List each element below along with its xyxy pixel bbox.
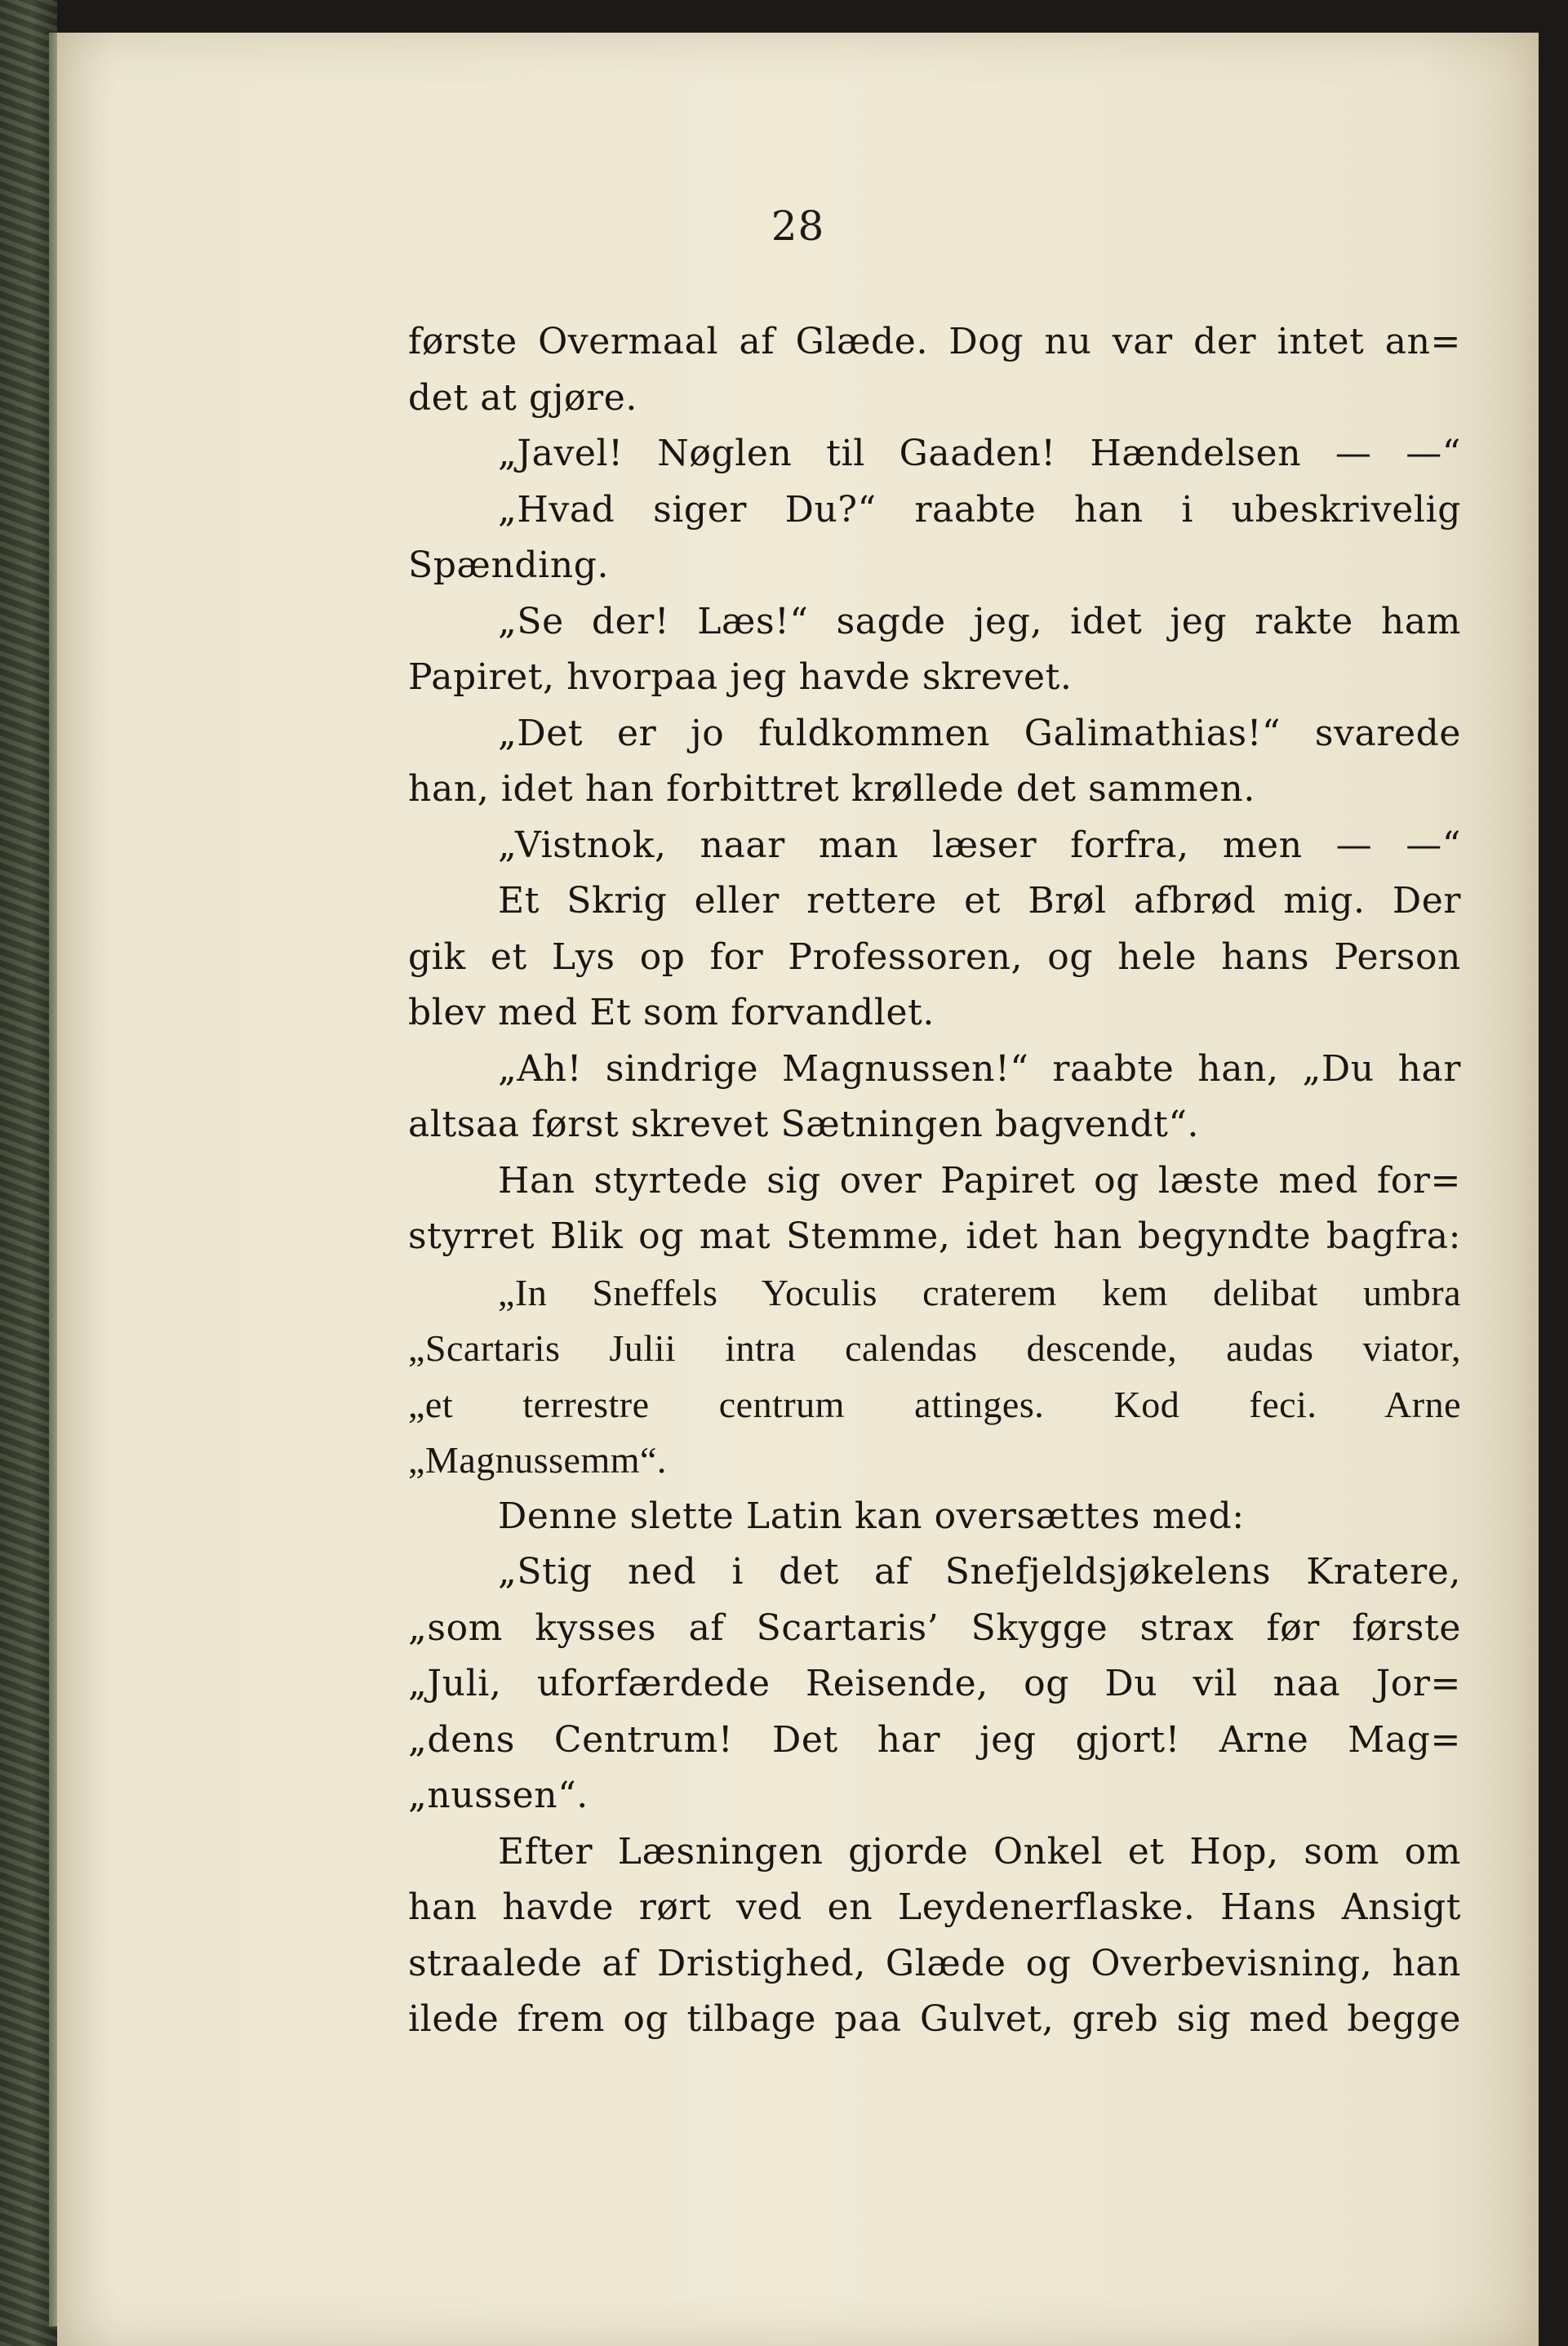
text-line: han, idet han forbittret krøllede det sammen.: [408, 768, 1255, 810]
text-line: Et Skrig eller rettere et Brøl afbrød mig. Der: [498, 880, 1461, 922]
text-line: ilede frem og tilbage paa Gulvet, greb sig med begge: [408, 1998, 1461, 2040]
text-line: „Se der! Læs!“ sagde jeg, idet jeg rakte ham: [498, 600, 1461, 642]
text-line: „Vistnok, naar man læser forfra, men — —“: [498, 824, 1461, 866]
text-line: Spænding.: [408, 544, 610, 586]
text-line: han havde rørt ved en Leydenerflaske. Hans Ansigt: [408, 1886, 1461, 1928]
page-number: 28: [771, 202, 825, 250]
text-line: „dens Centrum! Det har jeg gjort! Arne Mag=: [408, 1718, 1461, 1761]
text-block: [408, 314, 1461, 2048]
text-line: Denne slette Latin kan oversættes med:: [498, 1495, 1245, 1537]
text-line: „In Sneffels Yoculis craterem kem delibat umbra: [498, 1271, 1461, 1313]
text-line: „Scartaris Julii intra calendas descende, audas viator,: [408, 1327, 1461, 1369]
text-line: „Javel! Nøglen til Gaaden! Hændelsen — —“: [498, 433, 1461, 474]
text-line: blev med Et som forvandlet.: [408, 992, 935, 1033]
text-line: „som kysses af Scartaris’ Skygge strax før første: [408, 1606, 1461, 1649]
text-line: „Magnussemm“.: [408, 1439, 667, 1481]
text-line: Han styrtede sig over Papiret og læste med for=: [498, 1159, 1461, 1202]
text-line: „nussen“.: [408, 1775, 589, 1816]
text-line: Efter Læsningen gjorde Onkel et Hop, som om: [498, 1830, 1461, 1873]
text-line: styrret Blik og mat Stemme, idet han begyndte bagfra:: [408, 1215, 1461, 1257]
text-line: „Juli, uforfærdede Reisende, og Du vil naa Jor=: [408, 1663, 1461, 1704]
text-line: „Hvad siger Du?“ raabte han i ubeskrivelig: [498, 488, 1461, 531]
text-line: „Stig ned i det af Snefjeldsjøkelens Kratere,: [498, 1551, 1461, 1593]
text-line: straalede af Dristighed, Glæde og Overbevisning, han: [408, 1942, 1461, 1984]
text-line: altsaa først skrevet Sætningen bagvendt“.: [408, 1104, 1200, 1145]
text-line: „et terrestre centrum attinges. Kod feci. Arne: [408, 1383, 1461, 1425]
text-line: „Det er jo fuldkommen Galimathias!“ svarede: [498, 712, 1461, 754]
book-page: [57, 33, 1539, 2346]
text-line: „Ah! sindrige Magnussen!“ raabte han, „Du har: [498, 1047, 1461, 1090]
text-line: det at gjøre.: [408, 376, 637, 419]
text-line: Papiret, hvorpaa jeg havde skrevet.: [408, 656, 1073, 698]
text-line: gik et Lys op for Professoren, og hele hans Person: [408, 935, 1461, 978]
text-line: første Overmaal af Glæde. Dog nu var der intet an=: [408, 321, 1461, 362]
